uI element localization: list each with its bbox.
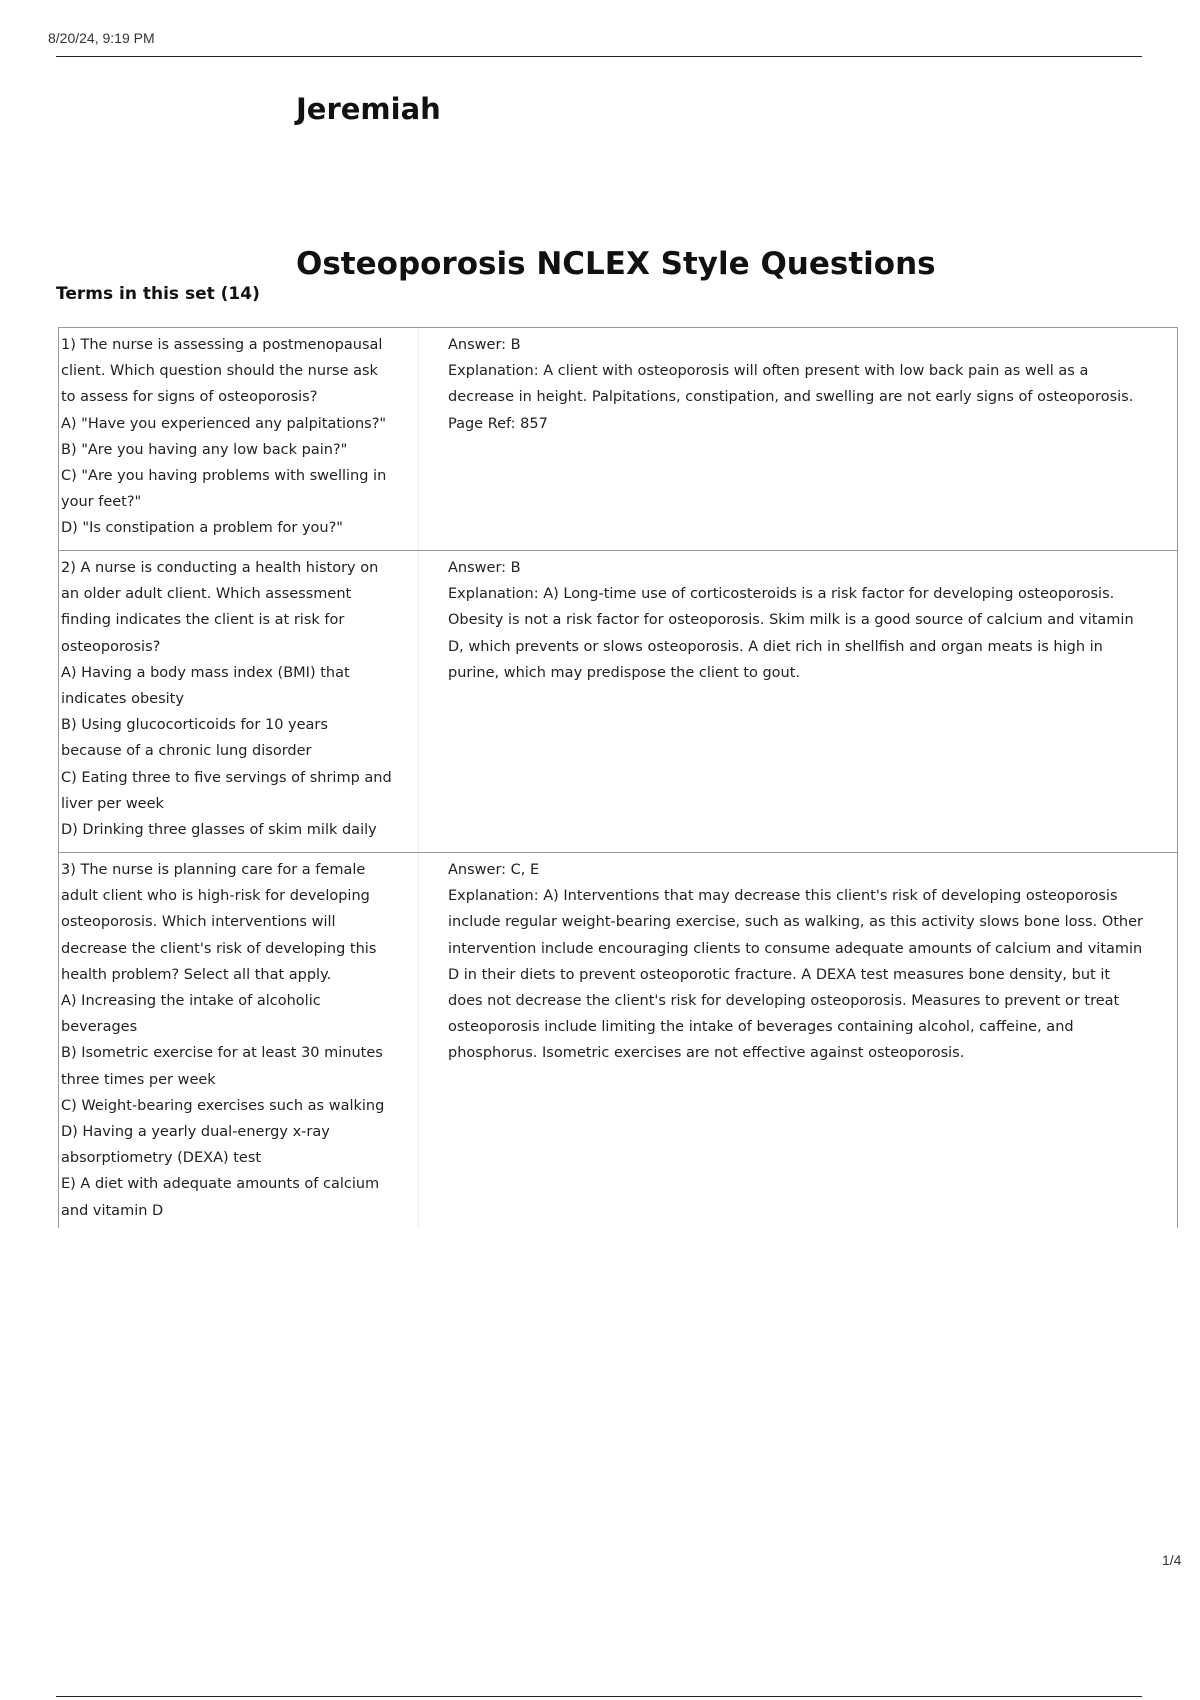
term-row	[59, 853, 1177, 1228]
question-option: C) Weight-bearing exercises such as walking	[61, 1097, 385, 1114]
question-option: D) Drinking three glasses of skim milk daily	[61, 822, 377, 839]
question-option: B) "Are you having any low back pain?"	[61, 441, 348, 458]
answer-label: Answer: B	[448, 560, 521, 576]
term-row	[59, 551, 1177, 853]
question-option: A) Having a body mass index (BMI) that	[61, 664, 350, 681]
question-cell	[59, 853, 419, 1228]
header-divider	[56, 56, 1142, 57]
question-option: absorptiometry (DEXA) test	[61, 1150, 262, 1167]
term-row	[59, 328, 1177, 551]
answer-label: Answer: C, E	[448, 862, 540, 878]
question-line: health problem? Select all that apply.	[61, 966, 332, 983]
footer-divider	[56, 1696, 1142, 1697]
answer-explanation: Explanation: A) Long-time use of corticosteroids is a risk factor for developing osteoporosis. Obesity is not a risk factor for osteoporosis. Skim milk is a good source of calcium and vitamin D, which prevents or slows osteoporosis. A diet rich in shellfish and organ meats is high in purine, which may predispose the client to gout.	[448, 586, 1134, 681]
question-cell	[59, 551, 419, 852]
page-number: 1/4	[1162, 1552, 1182, 1568]
question-line: osteoporosis?	[61, 638, 161, 655]
question-option: three times per week	[61, 1071, 216, 1088]
question-line: 2) A nurse is conducting a health history on	[61, 560, 379, 576]
terms-table	[58, 327, 1178, 1228]
question-option: A) Increasing the intake of alcoholic	[61, 993, 321, 1010]
question-line: client. Which question should the nurse ask	[61, 363, 378, 380]
answer-explanation: Explanation: A client with osteoporosis will often present with low back pain as well as a decrease in height. Palpitations, constipation, and swelling are not early signs of osteoporosis.	[448, 363, 1134, 406]
answer-explanation: Explanation: A) Interventions that may decrease this client's risk of developing osteoporosis include regular weight-bearing exercise, such as walking, as this activity slows bone loss. Other intervention include encouraging clients to consume adequate amounts of calcium and vitamin D in their diets to prevent osteoporotic fracture. A DEXA test measures bone density, but it does not decrease the client's risk for developing osteoporosis. Measures to prevent or treat osteoporosis include limiting the intake of beverages containing alcohol, caffeine, and phosphorus. Isometric exercises are not effective against osteoporosis.	[448, 888, 1143, 1062]
question-option: beverages	[61, 1019, 138, 1036]
question-option: D) Having a yearly dual-energy x-ray	[61, 1124, 330, 1141]
answer-cell	[419, 853, 1177, 1228]
print-timestamp: 8/20/24, 9:19 PM	[48, 30, 155, 46]
author-name: Jeremiah	[296, 92, 441, 126]
question-option: A) "Have you experienced any palpitations?"	[61, 415, 387, 432]
question-line: 1) The nurse is assessing a postmenopausal	[61, 337, 383, 353]
answer-cell	[419, 551, 1177, 852]
question-option: E) A diet with adequate amounts of calcium	[61, 1176, 380, 1193]
question-option: B) Using glucocorticoids for 10 years	[61, 717, 328, 734]
page-title: Osteoporosis NCLEX Style Questions	[296, 246, 936, 282]
question-line: osteoporosis. Which interventions will	[61, 914, 336, 931]
question-option: C) "Are you having problems with swelling in	[61, 468, 387, 485]
question-option: your feet?"	[61, 494, 142, 511]
question-option: B) Isometric exercise for at least 30 minutes	[61, 1045, 383, 1062]
question-cell	[59, 328, 419, 550]
question-option: D) "Is constipation a problem for you?"	[61, 520, 343, 537]
question-line: an older adult client. Which assessment	[61, 586, 352, 603]
question-line: decrease the client's risk of developing this	[61, 940, 377, 957]
question-option: C) Eating three to five servings of shrimp and	[61, 769, 392, 786]
question-line: finding indicates the client is at risk for	[61, 612, 345, 629]
answer-cell	[419, 328, 1177, 550]
question-option: and vitamin D	[61, 1202, 164, 1219]
question-option: because of a chronic lung disorder	[61, 743, 312, 760]
answer-label: Answer: B	[448, 337, 521, 353]
terms-count-heading: Terms in this set (14)	[56, 284, 260, 304]
question-option: indicates obesity	[61, 691, 184, 708]
question-option: liver per week	[61, 795, 164, 812]
question-line: 3) The nurse is planning care for a female	[61, 862, 366, 878]
question-line: to assess for signs of osteoporosis?	[61, 389, 318, 406]
question-line: adult client who is high-risk for developing	[61, 888, 370, 905]
page-reference: Page Ref: 857	[448, 415, 548, 432]
